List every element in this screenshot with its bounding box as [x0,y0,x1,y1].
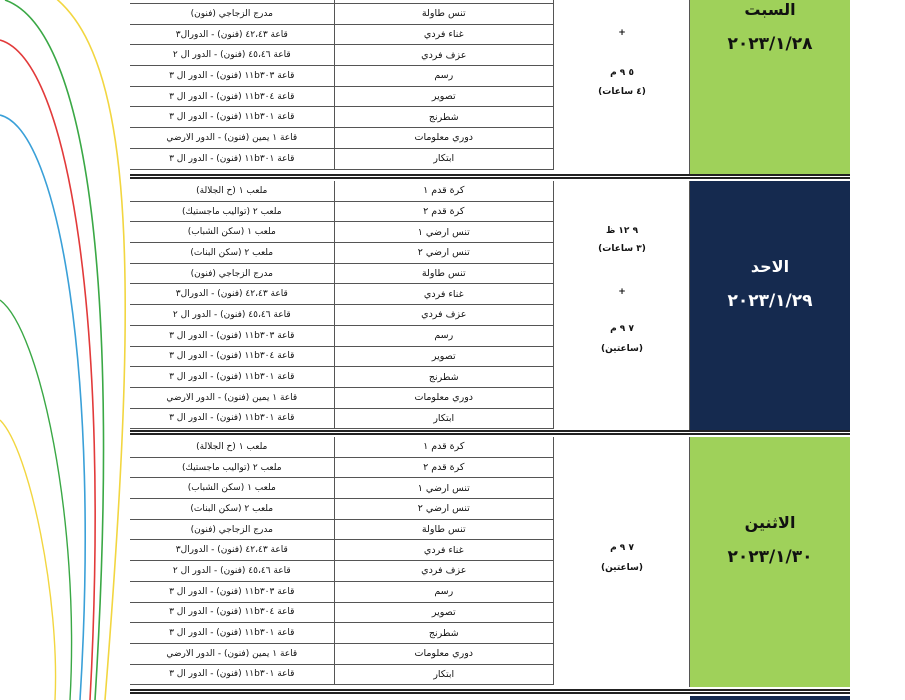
activity-cell: كرة قدم ١ [335,437,554,457]
table-row [130,149,554,170]
venue-cell: ملعب ٢ (سكن البنات) [130,243,335,263]
venue-cell [130,0,335,3]
table-row [130,326,554,347]
time-cell [554,0,690,174]
time-line: (٤ ساعات) [598,87,646,97]
day-date: ٢٠٢٣/١/٢٨ [727,34,813,54]
time-line: ٩ ١٢ ظ [605,226,639,236]
venue-cell: ملعب ١ (ح الجلالة) [130,437,335,457]
activity-cell [335,0,554,3]
venue-cell: ملعب ٢ (سكن البنات) [130,499,335,519]
activity-cell: رسم [335,66,554,86]
venue-cell: قاعة ١١b٣٠١ (فنون) - الدور ال ٣ [130,367,335,387]
table-row [130,561,554,582]
day-cell-sunday [690,181,850,431]
time-line: (٣ ساعات) [598,244,646,254]
activity-cell: تنس طاولة [335,264,554,284]
activity-cell: شطرنج [335,107,554,127]
venue-cell: قاعة ١ يمين (فنون) - الدور الارضي [130,388,335,408]
table-row [130,458,554,479]
time-cell [554,437,690,687]
activity-cell: ابتكار [335,149,554,169]
time-line: (ساعتين) [600,344,644,354]
venue-cell: ملعب ١ (سكن الشباب) [130,478,335,498]
table-row [130,243,554,264]
activity-cell: غناء فردي [335,25,554,45]
decorative-arcs [0,0,140,700]
table-row [130,665,554,686]
venue-cell: قاعة ١ يمين (فنون) - الدور الارضي [130,644,335,664]
table-row [130,520,554,541]
activity-cell: رسم [335,582,554,602]
time-line: + [618,287,626,297]
activity-cell: تصوير [335,347,554,367]
venue-cell: مدرج الزجاجي (فنون) [130,520,335,540]
table-row [130,540,554,561]
venue-cell: قاعة ٤٥،٤٦ (فنون) - الدور ال ٢ [130,45,335,65]
activity-cell: تنس ارضي ٢ [335,243,554,263]
table-row [130,409,554,430]
table-row [130,644,554,665]
activity-cell: غناء فردي [335,540,554,560]
table-row [130,478,554,499]
time-line: + [618,28,626,38]
activity-cell: كرة قدم ٢ [335,202,554,222]
block-separator [130,174,850,179]
day-cell-next [690,696,850,700]
table-row [130,222,554,243]
venue-cell: قاعة ١١b٣٠١ (فنون) - الدور ال ٣ [130,623,335,643]
table-row [130,25,554,46]
time-line: ٧ ٩ م [610,543,634,553]
activity-cell: غناء فردي [335,284,554,304]
table-row [130,367,554,388]
activity-rows [130,181,554,429]
venue-cell: مدرج الزجاجي (فنون) [130,264,335,284]
day-date: ٢٠٢٣/١/٣٠ [727,547,813,567]
venue-cell: قاعة ١١b٣٠١ (فنون) - الدور ال ٣ [130,149,335,169]
day-block-sunday [130,181,850,431]
activity-rows [130,437,554,685]
activity-cell: دوري معلومات [335,388,554,408]
table-row [130,66,554,87]
activity-cell: تنس طاولة [335,520,554,540]
table-row [130,388,554,409]
time-cell [554,181,690,431]
day-cell-saturday [690,0,850,174]
venue-cell: قاعة ٤٢،٤٣ (فنون) - الدورال٣ [130,284,335,304]
venue-cell: قاعة ١ يمين (فنون) - الدور الارضي [130,128,335,148]
table-row [130,347,554,368]
activity-cell: عزف فردي [335,305,554,325]
activity-cell: ابتكار [335,409,554,429]
venue-cell: قاعة ٤٢،٤٣ (فنون) - الدورال٣ [130,540,335,560]
venue-cell: ملعب ٢ (تواليب ماجستيك) [130,202,335,222]
table-row [130,4,554,25]
day-block-saturday [130,0,850,174]
venue-cell: قاعة ١١b٣٠٣ (فنون) - الدور ال ٣ [130,582,335,602]
block-separator [130,430,850,435]
table-row [130,437,554,458]
venue-cell: قاعة ١١b٣٠٤ (فنون) - الدور ال ٣ [130,603,335,623]
activity-cell: كرة قدم ٢ [335,458,554,478]
table-row [130,202,554,223]
time-line: (ساعتين) [600,563,644,573]
time-line: ٥ ٩ م [610,68,634,78]
venue-cell: ملعب ١ (ح الجلالة) [130,181,335,201]
activity-cell: تنس ارضي ١ [335,478,554,498]
venue-cell: مدرج الزجاجي (فنون) [130,4,335,24]
table-row [130,264,554,285]
venue-cell: قاعة ٤٢،٤٣ (فنون) - الدورال٣ [130,25,335,45]
activity-cell: تصوير [335,87,554,107]
venue-cell: ملعب ١ (سكن الشباب) [130,222,335,242]
venue-cell: قاعة ١١b٣٠٣ (فنون) - الدور ال ٣ [130,66,335,86]
activity-cell: دوري معلومات [335,128,554,148]
venue-cell: قاعة ٤٥،٤٦ (فنون) - الدور ال ٢ [130,561,335,581]
table-row [130,87,554,108]
day-date: ٢٠٢٣/١/٢٩ [727,291,813,311]
table-row [130,45,554,66]
activity-cell: شطرنج [335,367,554,387]
activity-cell: عزف فردي [335,561,554,581]
table-row [130,284,554,305]
activity-rows [130,0,554,170]
venue-cell: قاعة ١١b٣٠٤ (فنون) - الدور ال ٣ [130,347,335,367]
activity-cell: شطرنج [335,623,554,643]
activity-cell: دوري معلومات [335,644,554,664]
table-row [130,582,554,603]
venue-cell: قاعة ١١b٣٠١ (فنون) - الدور ال ٣ [130,665,335,685]
table-row [130,305,554,326]
day-cell-monday [690,437,850,687]
table-row [130,128,554,149]
table-row [130,499,554,520]
time-line: ٧ ٩ م [610,324,634,334]
venue-cell: قاعة ١١b٣٠٣ (فنون) - الدور ال ٣ [130,326,335,346]
activity-cell: كرة قدم ١ [335,181,554,201]
activity-cell: تصوير [335,603,554,623]
venue-cell: قاعة ١١b٣٠١ (فنون) - الدور ال ٣ [130,409,335,429]
table-row [130,181,554,202]
activity-cell: عزف فردي [335,45,554,65]
activity-cell: تنس طاولة [335,4,554,24]
venue-cell: قاعة ٤٥،٤٦ (فنون) - الدور ال ٢ [130,305,335,325]
day-name: الاثنين [744,513,796,532]
table-row [130,623,554,644]
table-row [130,603,554,624]
block-separator [130,689,850,694]
day-block-monday [130,437,850,687]
schedule-table [130,0,850,700]
day-name: الاحد [750,257,790,276]
activity-cell: تنس ارضي ٢ [335,499,554,519]
next-day-block-partial [130,696,850,700]
table-row [130,107,554,128]
activity-cell: ابتكار [335,665,554,685]
activity-cell: رسم [335,326,554,346]
day-name: السبت [744,0,796,19]
venue-cell: قاعة ١١b٣٠١ (فنون) - الدور ال ٣ [130,107,335,127]
venue-cell: قاعة ١١b٣٠٤ (فنون) - الدور ال ٣ [130,87,335,107]
activity-cell: تنس ارضي ١ [335,222,554,242]
venue-cell: ملعب ٢ (تواليب ماجستيك) [130,458,335,478]
